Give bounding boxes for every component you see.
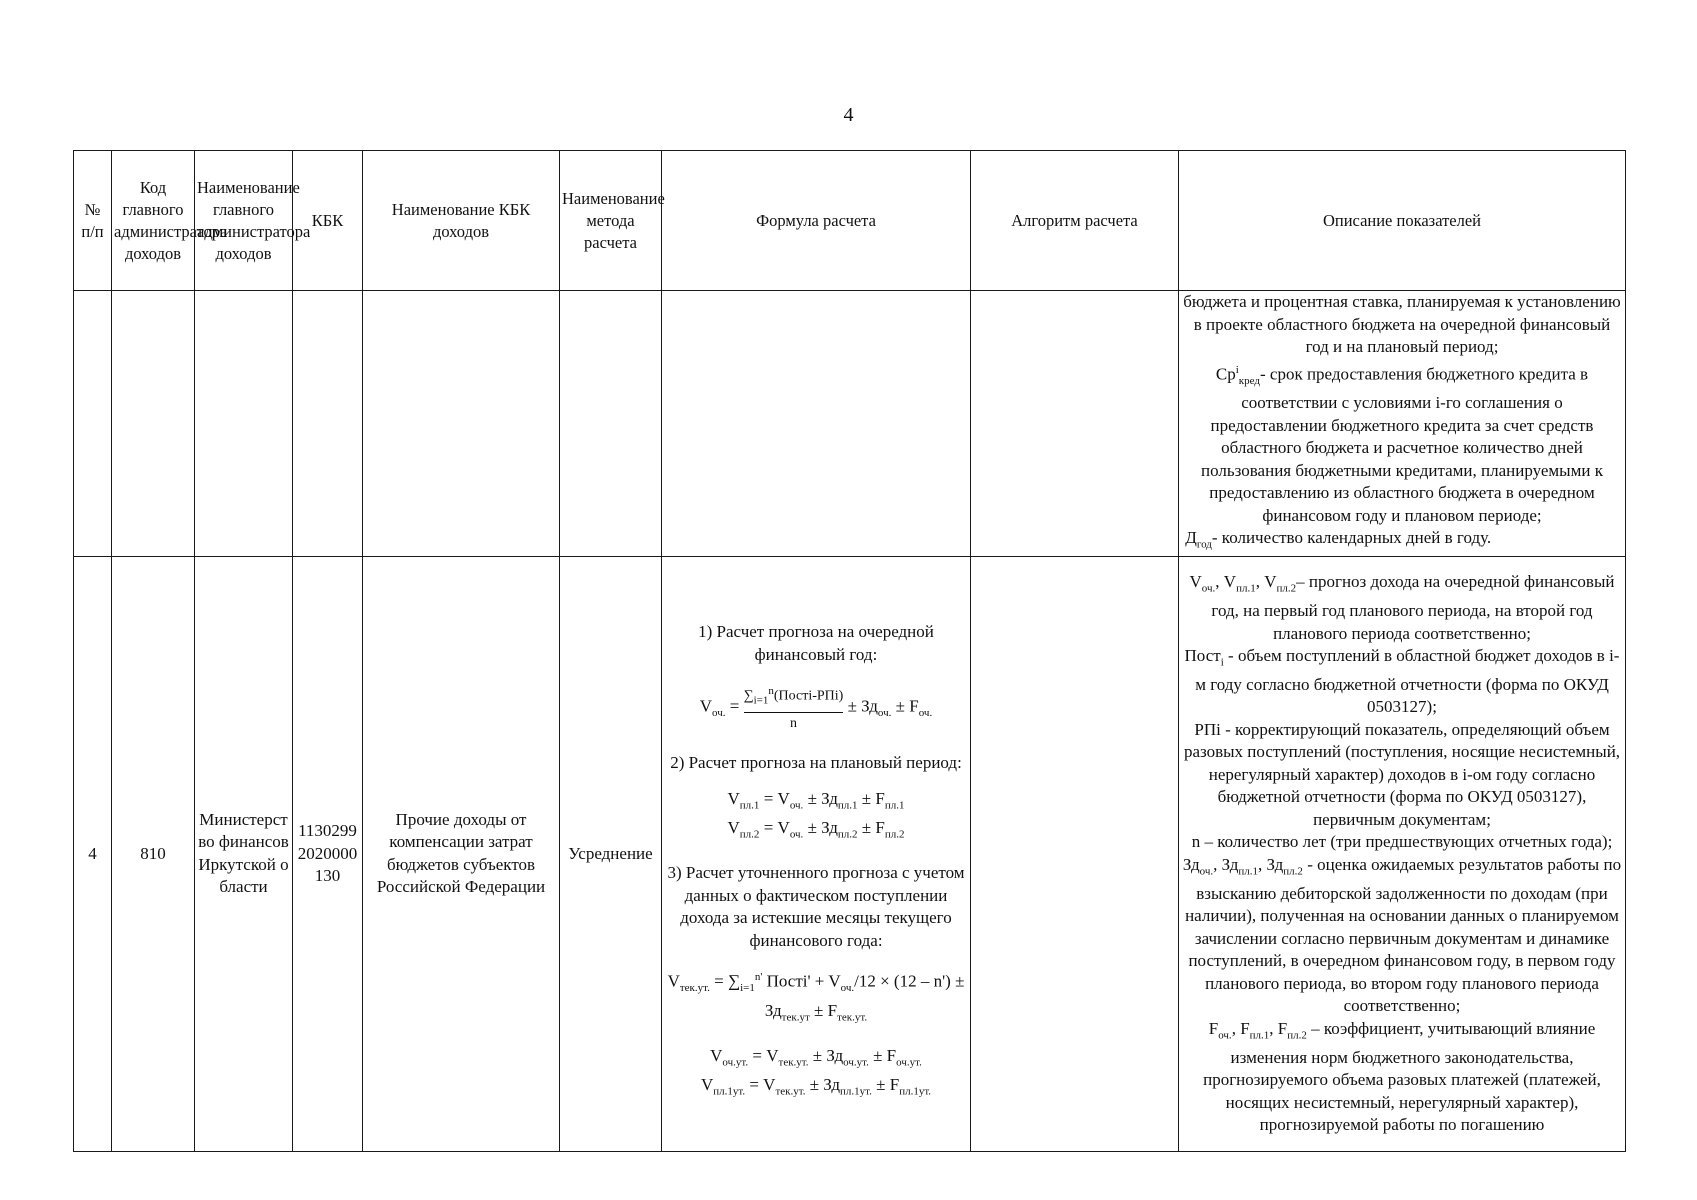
header-row bbox=[74, 151, 1626, 291]
desc-item-n: n – количество лет (три предшествующих отчетных года); bbox=[1191, 832, 1613, 852]
desc-item-post: Пост$_i$ - объем поступлений в областной бюджет доходов в i-м году согласно бюджетной отчетности (форма по ОКУД 0503127); bbox=[1184, 646, 1620, 717]
col-header-method: Наименование метода расчета bbox=[560, 151, 662, 291]
col-header-description: Описание показателей bbox=[1179, 151, 1626, 291]
col-header-admin-code: Код главного администратора доходов bbox=[112, 151, 195, 291]
methodology-table bbox=[73, 150, 1626, 1152]
desc-item-f: $F_{оч.}$, $F_{пл.1}$, $F_{пл.2}$ – коэффициент, учитывающий влияние изменения норм бюджетного законодательства, прогнозируемого объема разовых платежей (платежей, носящих несистемный, нерегулярный характер), прогнозируемой работы по погашению bbox=[1203, 1018, 1601, 1135]
desc-item-days: $Д_{год}-$ количество календарных дней в году. bbox=[1181, 528, 1492, 551]
formula-1: $V_{оч.}$ = $\sum_{i=1}^n(Постi-РПi)$ n ± $Зд_{оч.} \pm F_{оч.}$ bbox=[664, 680, 968, 735]
col-header-num: № п/п bbox=[74, 151, 112, 291]
cell-empty bbox=[662, 291, 971, 557]
desc-text: - срок предоставления бюджетного кредита в соответствии с условиями i-го соглашения о предоставлении бюджетного кредита за счет средств областного бюджета и расчетное количество дней пользования бюджетными кредитами, планируемыми к предоставлению из областного бюджета в очередном финансовом году и плановом периоде; bbox=[1201, 364, 1603, 525]
formula-heading-3: 3) Расчет уточненного прогноза с учетом данных о фактическом поступлении дохода за истекшие месяцы текущего финансового года: bbox=[667, 863, 965, 950]
cell-empty bbox=[363, 291, 560, 557]
desc-text: – прогноз дохода на очередной финансовый год, на первый год планового периода, на второй год планового периода соответственно; bbox=[1211, 572, 1615, 643]
formula-heading-2: 2) Расчет прогноза на плановый период: bbox=[670, 752, 962, 772]
formula-4: $V_{оч.ут.} = V_{тек.ут.} \pm Зд_{оч.ут.} \pm F_{оч.ут.}$ $V_{пл.1ут.} = V_{тек.ут.} \pm Зд_{пл.1ут.} \pm F_{пл.1ут.}$ bbox=[700, 1045, 932, 1097]
desc-text: – коэффициент, учитывающий влияние изменения норм бюджетного законодательства, прогнозируемого объема разовых платежей (платежей, носящих несистемный, нерегулярный характер), прогнозируемой работы по погашению bbox=[1203, 1018, 1601, 1135]
desc-item-credit-term: $Ср^i_{кред}-$ срок предоставления бюджетного кредита в соответствии с условиями i-го соглашения о предоставлении бюджетного кредита за счет средств областного бюджета и расчетное количество дней пользования бюджетными кредитами, планируемыми к предоставлению из областного бюджета в очередном финансовом году и плановом периоде; bbox=[1201, 363, 1603, 525]
cell-empty bbox=[112, 291, 195, 557]
cell-kbk: 1130299 2020000 130 bbox=[293, 556, 363, 1151]
cell-formula bbox=[662, 556, 971, 1151]
col-header-kbk-name: Наименование КБК доходов bbox=[363, 151, 560, 291]
cell-description-continued bbox=[1179, 291, 1626, 557]
formula-2: $V_{пл.1} = V_{оч.} \pm Зд_{пл.1} \pm F_{пл.1}$ $V_{пл.2} = V_{оч.} \pm Зд_{пл.2} \pm F_{пл.2}$ bbox=[727, 789, 905, 841]
page-number: 4 bbox=[843, 104, 854, 126]
table-row-4 bbox=[74, 556, 1626, 1151]
cell-admin-name: Министерство финансов Иркутской области bbox=[195, 556, 293, 1151]
cell-algorithm bbox=[971, 556, 1179, 1151]
cell-kbk-name: Прочие доходы от компенсации затрат бюджетов субъектов Российской Федерации bbox=[363, 556, 560, 1151]
col-header-kbk: КБК bbox=[293, 151, 363, 291]
formula-3: $V_{тек.ут.} = \sum_{i=1}^{n'}$ Постi' + $V_{оч.}/12 \times (12 - n') \pm Зд_{тек.ут} \pm F_{тек.ут.}$ bbox=[667, 971, 965, 1024]
desc-item-v: $V_{оч.}$, $V_{пл.1}$, $V_{пл.2}-$ прогноз дохода на очередной финансовый год, на первый год планового периода, на второй год планового периода соответственно; bbox=[1189, 572, 1615, 643]
cell-admin-code: 810 bbox=[112, 556, 195, 1151]
desc-item-zd: $Зд_{оч.}$, $Зд_{пл.1}$, $Зд_{пл.2}$ - оценка ожидаемых результатов работы по взысканию дебиторской задолженности по доходам (при наличии), полученная на основании данных о планируемом зачислении согласно первичным документам и динамике поступлений, в очередном финансовом году, в первом году планового периода, во втором году планового периода соответственно; bbox=[1182, 854, 1622, 1016]
cell-empty bbox=[195, 291, 293, 557]
desc-item-rp: РПi - корректирующий показатель, определяющий объем разовых поступлений (поступления, носящие несистемный, нерегулярный характер) доходов в i-ом году согласно бюджетной отчетности (форма по ОКУД 0503127), первичным документам; bbox=[1183, 719, 1621, 829]
cell-empty bbox=[971, 291, 1179, 557]
cell-description bbox=[1179, 556, 1626, 1151]
table-row-continued bbox=[74, 291, 1626, 557]
cell-empty bbox=[293, 291, 363, 557]
desc-text: бюджета и процентная ставка, планируемая к установлению в проекте областного бюджета на очередной финансовый год и на плановый период; bbox=[1183, 292, 1621, 356]
col-header-algorithm: Алгоритм расчета bbox=[971, 151, 1179, 291]
cell-empty bbox=[560, 291, 662, 557]
col-header-formula: Формула расчета bbox=[662, 151, 971, 291]
cell-empty bbox=[74, 291, 112, 557]
formula-heading-1: 1) Расчет прогноза на очередной финансовый год: bbox=[698, 622, 934, 664]
cell-num: 4 bbox=[74, 556, 112, 1151]
col-header-admin-name: Наименование главного администратора доходов bbox=[195, 151, 293, 291]
desc-text: - количество календарных дней в году. bbox=[1211, 528, 1492, 548]
desc-text: - объем поступлений в областной бюджет доходов в i-м году согласно бюджетной отчетности (форма по ОКУД 0503127); bbox=[1195, 646, 1620, 717]
cell-method: Усреднение bbox=[560, 556, 662, 1151]
desc-text: - оценка ожидаемых результатов работы по взысканию дебиторской задолженности по доходам (при наличии), полученная на основании данных о планируемом зачислении согласно первичным документам и динамике поступлений, в очередном финансовом году, в первом году планового периода, во втором году планового периода соответственно; bbox=[1185, 854, 1622, 1016]
